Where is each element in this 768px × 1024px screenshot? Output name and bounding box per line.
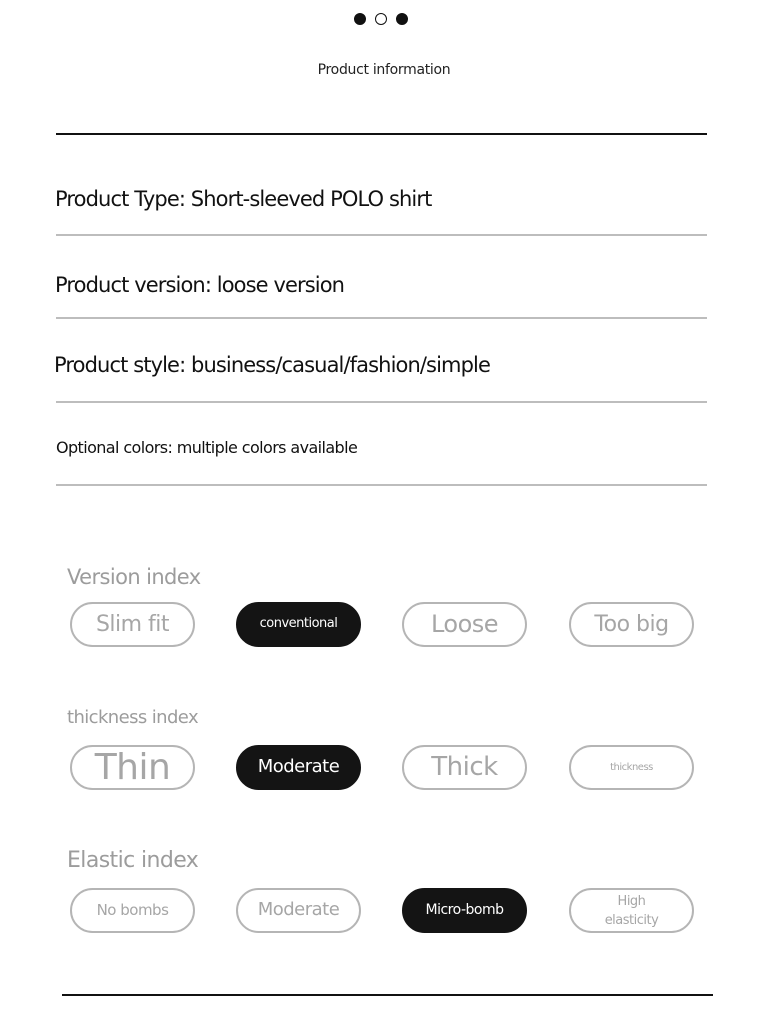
thickness-index-label: thickness index xyxy=(67,707,198,728)
thickness-option-thin: Thin xyxy=(70,745,195,790)
elastic-index-label: Elastic index xyxy=(67,848,199,873)
product-style: Product style: business/casual/fashion/simple xyxy=(54,353,490,377)
thickness-option-moderate: Moderate xyxy=(236,745,361,790)
version-option-too-big: Too big xyxy=(569,602,694,647)
product-type: Product Type: Short-sleeved POLO shirt xyxy=(55,187,432,211)
optional-colors: Optional colors: multiple colors available xyxy=(56,438,358,457)
divider xyxy=(56,317,707,319)
carousel-dot-2-active[interactable] xyxy=(375,13,387,25)
elastic-option-moderate: Moderate xyxy=(236,888,361,933)
thickness-option-thickness: thickness xyxy=(569,745,694,790)
divider xyxy=(56,234,707,236)
version-index-label: Version index xyxy=(67,565,201,589)
carousel-indicator xyxy=(354,13,408,25)
elastic-option-high-elasticity xyxy=(569,888,694,933)
version-option-slim-fit: Slim fit xyxy=(70,602,195,647)
divider xyxy=(56,484,707,486)
elastic-option-no-bombs: No bombs xyxy=(70,888,195,933)
carousel-dot-1[interactable] xyxy=(354,13,366,25)
carousel-dot-3[interactable] xyxy=(396,13,408,25)
bottom-divider xyxy=(62,994,713,996)
version-option-conventional: conventional xyxy=(236,602,361,647)
thickness-option-thick: Thick xyxy=(402,745,527,790)
version-option-loose: Loose xyxy=(402,602,527,647)
elastic-option-micro-bomb: Micro-bomb xyxy=(402,888,527,933)
elastic-option-high-elasticity-label: High elasticity xyxy=(604,893,659,928)
title-divider xyxy=(56,133,707,135)
product-version: Product version: loose version xyxy=(55,273,345,297)
divider xyxy=(56,401,707,403)
section-title: Product information xyxy=(317,62,451,78)
